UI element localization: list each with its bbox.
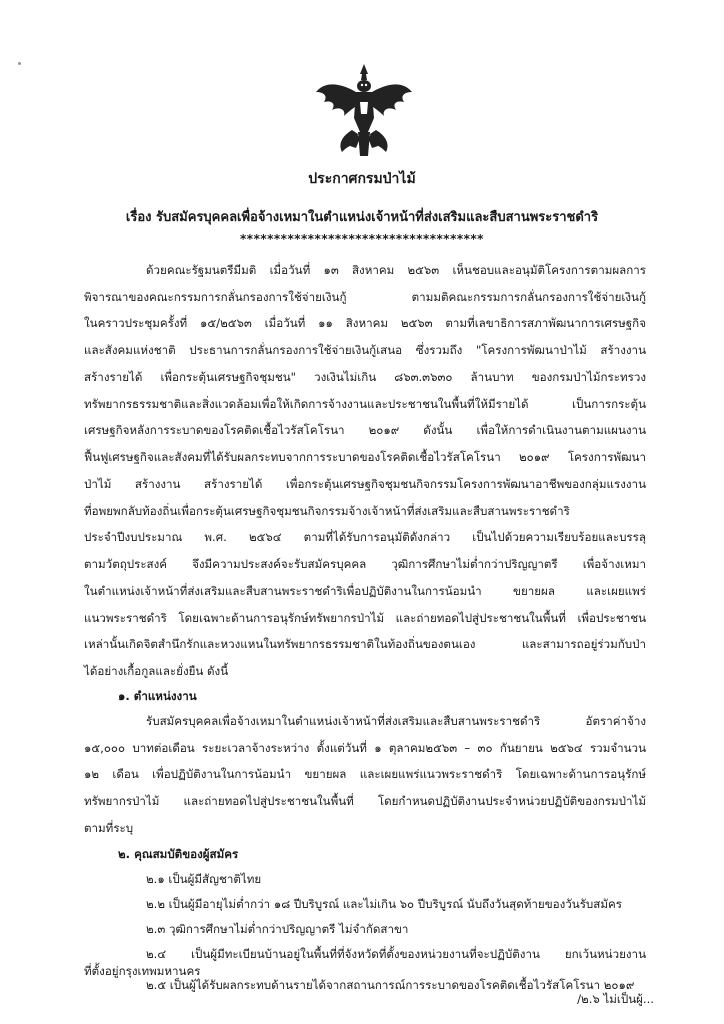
section-1-heading: ๑. ตำแหน่งงาน <box>118 688 197 703</box>
intro-line-4: และสังคมแห่งชาติ ประธานการกลั่นกรองการใช้จ่ายเงินกู้เสนอ ซึ่งรวมถึง "โครงการพัฒนาป่าไม้ สร้างงาน <box>84 343 646 358</box>
qualification-item-3: ๒.๓ วุฒิการศึกษาไม่ต่ำกว่าปริญญาตรี ไม่จำกัดสาขา <box>146 921 409 936</box>
intro-line-5: สร้างรายได้ เพื่อกระตุ้นเศรษฐกิจชุมชน" วงเงินไม่เกิน ๘๖๓.๓๖๓๐ ล้านบาท ของกรมป่าไม้กระทรวง <box>84 369 646 384</box>
intro-line-10: ที่อพยพกลับท้องถิ่นเพื่อกระตุ้นเศรษฐกิจชุมชนกิจกรรมจ้างเจ้าหน้าที่ส่งเสริมและสืบสานพระราชดำริ <box>84 503 570 518</box>
qualification-item-5: ๒.๕ เป็นผู้ได้รับผลกระทบด้านรายได้จากสถานการณ์การระบาดของโรคติดเชื้อไวรัสโคโรนา ๒๐๑๙ <box>146 977 635 992</box>
intro-line-3: ในคราวประชุมครั้งที่ ๑๕/๒๕๖๓ เมื่อวันที่ ๑๑ สิงหาคม ๒๕๖๓ ตามที่เลขาธิการสภาพัฒนาการเศรษฐกิจ <box>84 316 646 331</box>
section-1-line-2: ๑๕,๐๐๐ บาทต่อเดือน ระยะเวลาจ้างระหว่าง ตั้งแต่วันที่ ๑ ตุลาคม๒๕๖๓ – ๓๐ กันยายน ๒๕๖๔ รวมจำนวน <box>84 740 646 755</box>
qualification-item-4-cont: ที่ตั้งอยู่กรุงเทพมหานคร <box>84 963 201 978</box>
intro-line-9: ป่าไม้ สร้างงาน สร้างรายได้ เพื่อกระตุ้นเศรษฐกิจชุมชนกิจกรรมโครงการพัฒนาอาชีพของกลุ่มแรงงาน <box>84 476 646 491</box>
intro-line-15: เหล่านั้นเกิดจิตสำนึกรักและหวงแหนในทรัพยากรธรรมชาติในท้องถิ่นของตนเอง และสามารถอยู่ร่วมกับป่า <box>84 637 646 652</box>
section-1-line-4: ทรัพยากรป่าไม้ และถ่ายทอดไปสู่ประชาชนในพื้นที่ โดยกำหนดปฏิบัติงานประจำหน่วยปฏิบัติของกรมป่าไม้ <box>84 793 646 808</box>
section-1-line-5: ตามที่ระบุ <box>84 820 134 835</box>
intro-line-1: ด้วยคณะรัฐมนตรีมีมติ เมื่อวันที่ ๑๓ สิงหาคม ๒๕๖๓ เห็นชอบและอนุมัติโครงการตามผลการ <box>146 263 646 277</box>
intro-line-12: ตามวัตถุประสงค์ จึงมีความประสงค์จะรับสมัครบุคคล วุฒิการศึกษาไม่ต่ำกว่าปริญญาตรี เพื่อจ้างเหมา <box>84 557 646 572</box>
section-1-line-3: ๑๒ เดือน เพื่อปฏิบัติงานในการน้อมนำ ขยายผล และเผยแพร่แนวพระราชดำริ โดยเฉพาะด้านการอนุรักษ์ <box>84 767 646 782</box>
qualification-item-2: ๒.๒ เป็นผู้มีอายุไม่ต่ำกว่า ๑๘ ปีบริบูรณ์ และไม่เกิน ๖๐ ปีบริบูรณ์ นับถึงวันสุดท้ายของวันรับสมัคร <box>146 897 622 912</box>
intro-line-16: ได้อย่างเกื้อกูลและยั่งยืน ดังนี้ <box>84 664 229 679</box>
qualification-item-1: ๒.๑ เป็นผู้มีสัญชาติไทย <box>146 872 262 887</box>
intro-line-8: ฟื้นฟูเศรษฐกิจและสังคมที่ได้รับผลกระทบจากการระบาดของโรคติดเชื้อไวรัสโคโรนา ๒๐๑๙ โครงการพัฒนา <box>84 450 646 465</box>
garuda-emblem-icon <box>312 62 416 162</box>
announcement-subject: เรื่อง รับสมัครบุคคลเพื่อจ้างเหมาในตำแหน่งเจ้าหน้าที่ส่งเสริมและสืบสานพระราชดำริ <box>125 210 599 225</box>
intro-line-13: ในตำแหน่งเจ้าหน้าที่ส่งเสริมและสืบสานพระราชดำริเพื่อปฏิบัติงานในการน้อมนำ ขยายผล และเผยแพร่ <box>84 583 646 598</box>
qualification-item-4: ๒.๔ เป็นผู้มีทะเบียนบ้านอยู่ในพื้นที่ที่จังหวัดที่ตั้งของหน่วยงานที่จะปฏิบัติงาน ยกเว้นหน่วยงาน <box>146 946 646 961</box>
intro-line-6: ทรัพยากรธรรมชาติและสิ่งแวดล้อมเพื่อให้เกิดการจ้างงานและประชาชนในพื้นที่ให้มีรายได้ เป็นการกระตุ้น <box>84 396 646 411</box>
section-2-heading: ๒. คุณสมบัติของผู้สมัคร <box>118 847 239 862</box>
intro-line-11: ประจำปีงบประมาณ พ.ศ. ๒๕๖๔ ตามที่ได้รับการอนุมัติดังกล่าว เป็นไปด้วยความเรียบร้อยและบรรลุ <box>84 530 646 545</box>
continuation-note: /๒.๖ ไม่เป็นผู้... <box>577 991 654 1006</box>
announcement-title: ประกาศกรมป่าไม้ <box>308 171 416 187</box>
intro-line-2: พิจารณาของคณะกรรมการกลั่นกรองการใช้จ่ายเงินกู้ ตามมติคณะกรรมการกลั่นกรองการใช้จ่ายเงินกู้ <box>84 289 646 304</box>
intro-line-7: เศรษฐกิจหลังการระบาดของโรคติดเชื้อไวรัสโคโรนา ๒๐๑๙ ดังนั้น เพื่อให้การดำเนินงานตามแผนงาน <box>84 423 646 438</box>
scan-speck <box>18 62 21 65</box>
section-1-line-1: รับสมัครบุคคลเพื่อจ้างเหมาในตำแหน่งเจ้าหน้าที่ส่งเสริมและสืบสานพระราชดำริ อัตราค่าจ้าง <box>146 713 646 728</box>
separator-line: ************************************ <box>240 232 484 246</box>
intro-line-14: แนวพระราชดำริ โดยเฉพาะด้านการอนุรักษ์ทรัพยากรป่าไม้ และถ่ายทอดไปสู่ประชาชนในพื้นที่ เพื่อประชาชน <box>84 610 646 625</box>
